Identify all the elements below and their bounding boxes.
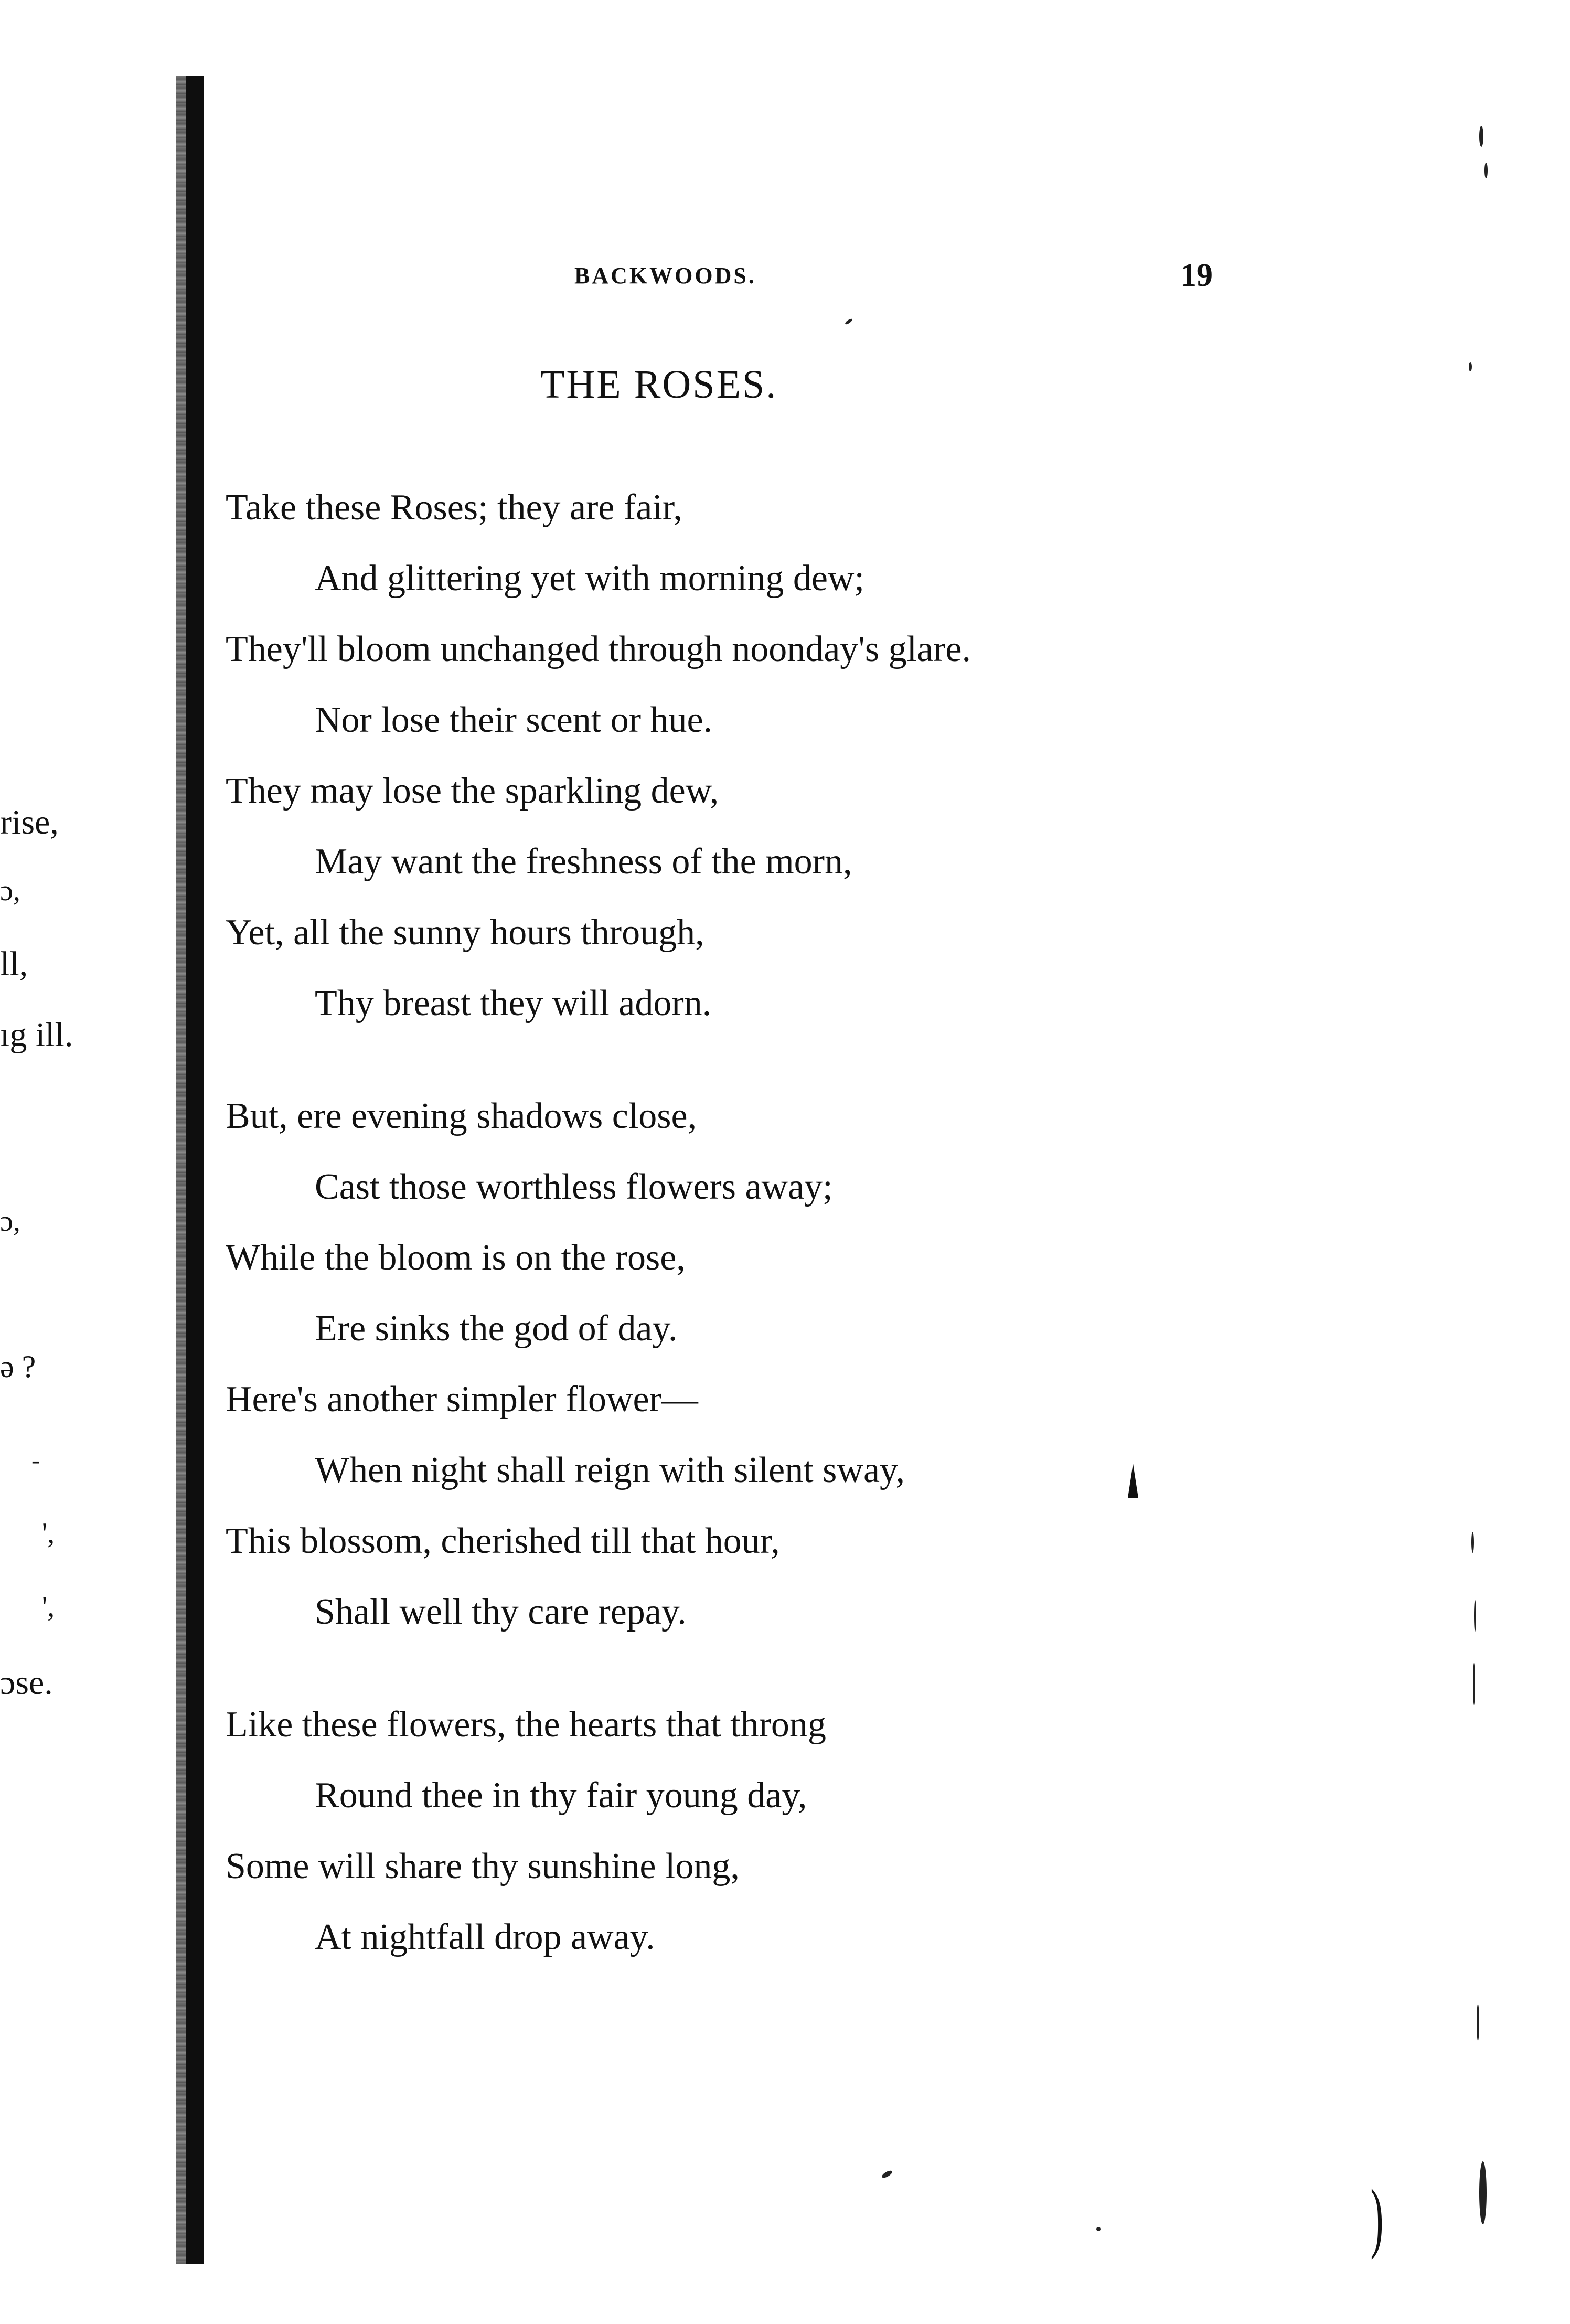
page-edge-noise: [1464, 115, 1526, 2266]
verse-line: Shall well thy care repay.: [315, 1592, 687, 1632]
verse-line: And glittering yet with morning dew;: [315, 558, 864, 599]
book-spine-gutter: [186, 76, 204, 2264]
verse-line: Some will share thy sunshine long,: [226, 1846, 740, 1886]
speck: [1479, 126, 1483, 147]
poem-body: [226, 472, 1170, 1973]
verse-line: At nightfall drop away.: [315, 1917, 655, 1957]
verse-line: Round thee in thy fair young day,: [315, 1775, 807, 1816]
facing-fragment: ɔ,: [0, 1205, 20, 1238]
facing-fragment: rise,: [0, 803, 59, 841]
verse-line: This blossom, cherished till that hour,: [226, 1521, 780, 1561]
speck: [1479, 2161, 1487, 2224]
facing-fragment: ɔse.: [0, 1664, 53, 1702]
verse-line: Thy breast they will adorn.: [315, 983, 712, 1024]
poem-title: THE ROSES.: [540, 363, 778, 407]
margin-bracket-mark: ): [1370, 2173, 1384, 2261]
speck: [881, 2169, 893, 2179]
facing-page-fragments: [0, 0, 173, 2324]
facing-fragment: -: [31, 1446, 40, 1474]
verse-line: Yet, all the sunny hours through,: [226, 912, 704, 953]
verse-line: Take these Roses; they are fair,: [226, 487, 682, 528]
speck: [1469, 362, 1472, 371]
verse-line: Nor lose their scent or hue.: [315, 700, 713, 740]
facing-fragment: ıg ill.: [0, 1016, 73, 1054]
verse-line: They may lose the sparkling dew,: [226, 771, 719, 811]
verse-line: Ere sinks the god of day.: [315, 1308, 678, 1349]
verse-line: They'll bloom unchanged through noonday's glare.: [226, 629, 971, 669]
stanza-break: [226, 1039, 1170, 1081]
verse-line: Like these flowers, the hearts that throng: [226, 1704, 826, 1745]
stanza-break: [226, 1647, 1170, 1689]
facing-fragment: ll,: [0, 945, 28, 983]
facing-fragment: ɔ,: [0, 875, 20, 907]
running-header-title: BACKWOODS.: [574, 263, 756, 289]
stanza: [226, 1689, 1170, 1973]
page-number: 19: [1180, 258, 1213, 293]
speck: [1096, 2227, 1101, 2231]
speck: [1477, 2004, 1479, 2041]
stanza: [226, 472, 1170, 1039]
speck: [1471, 1532, 1474, 1553]
facing-fragment: ',: [42, 1517, 55, 1550]
verse-line: May want the freshness of the morn,: [315, 841, 852, 882]
verse-line: But, ere evening shadows close,: [226, 1096, 697, 1136]
speck: [1473, 1663, 1475, 1705]
verse-line: When night shall reign with silent sway,: [315, 1450, 905, 1490]
speck: [845, 318, 853, 325]
spine-shadow-edge: [176, 76, 187, 2264]
verse-line: While the bloom is on the rose,: [226, 1238, 686, 1278]
speck: [1484, 163, 1488, 178]
stanza: [226, 1081, 1170, 1647]
facing-fragment: ə ?: [0, 1349, 36, 1384]
verse-line: Cast those worthless flowers away;: [315, 1167, 833, 1207]
verse-line: Here's another simpler flower—: [226, 1379, 698, 1420]
speck: [1474, 1600, 1476, 1632]
facing-fragment: ',: [42, 1591, 55, 1623]
